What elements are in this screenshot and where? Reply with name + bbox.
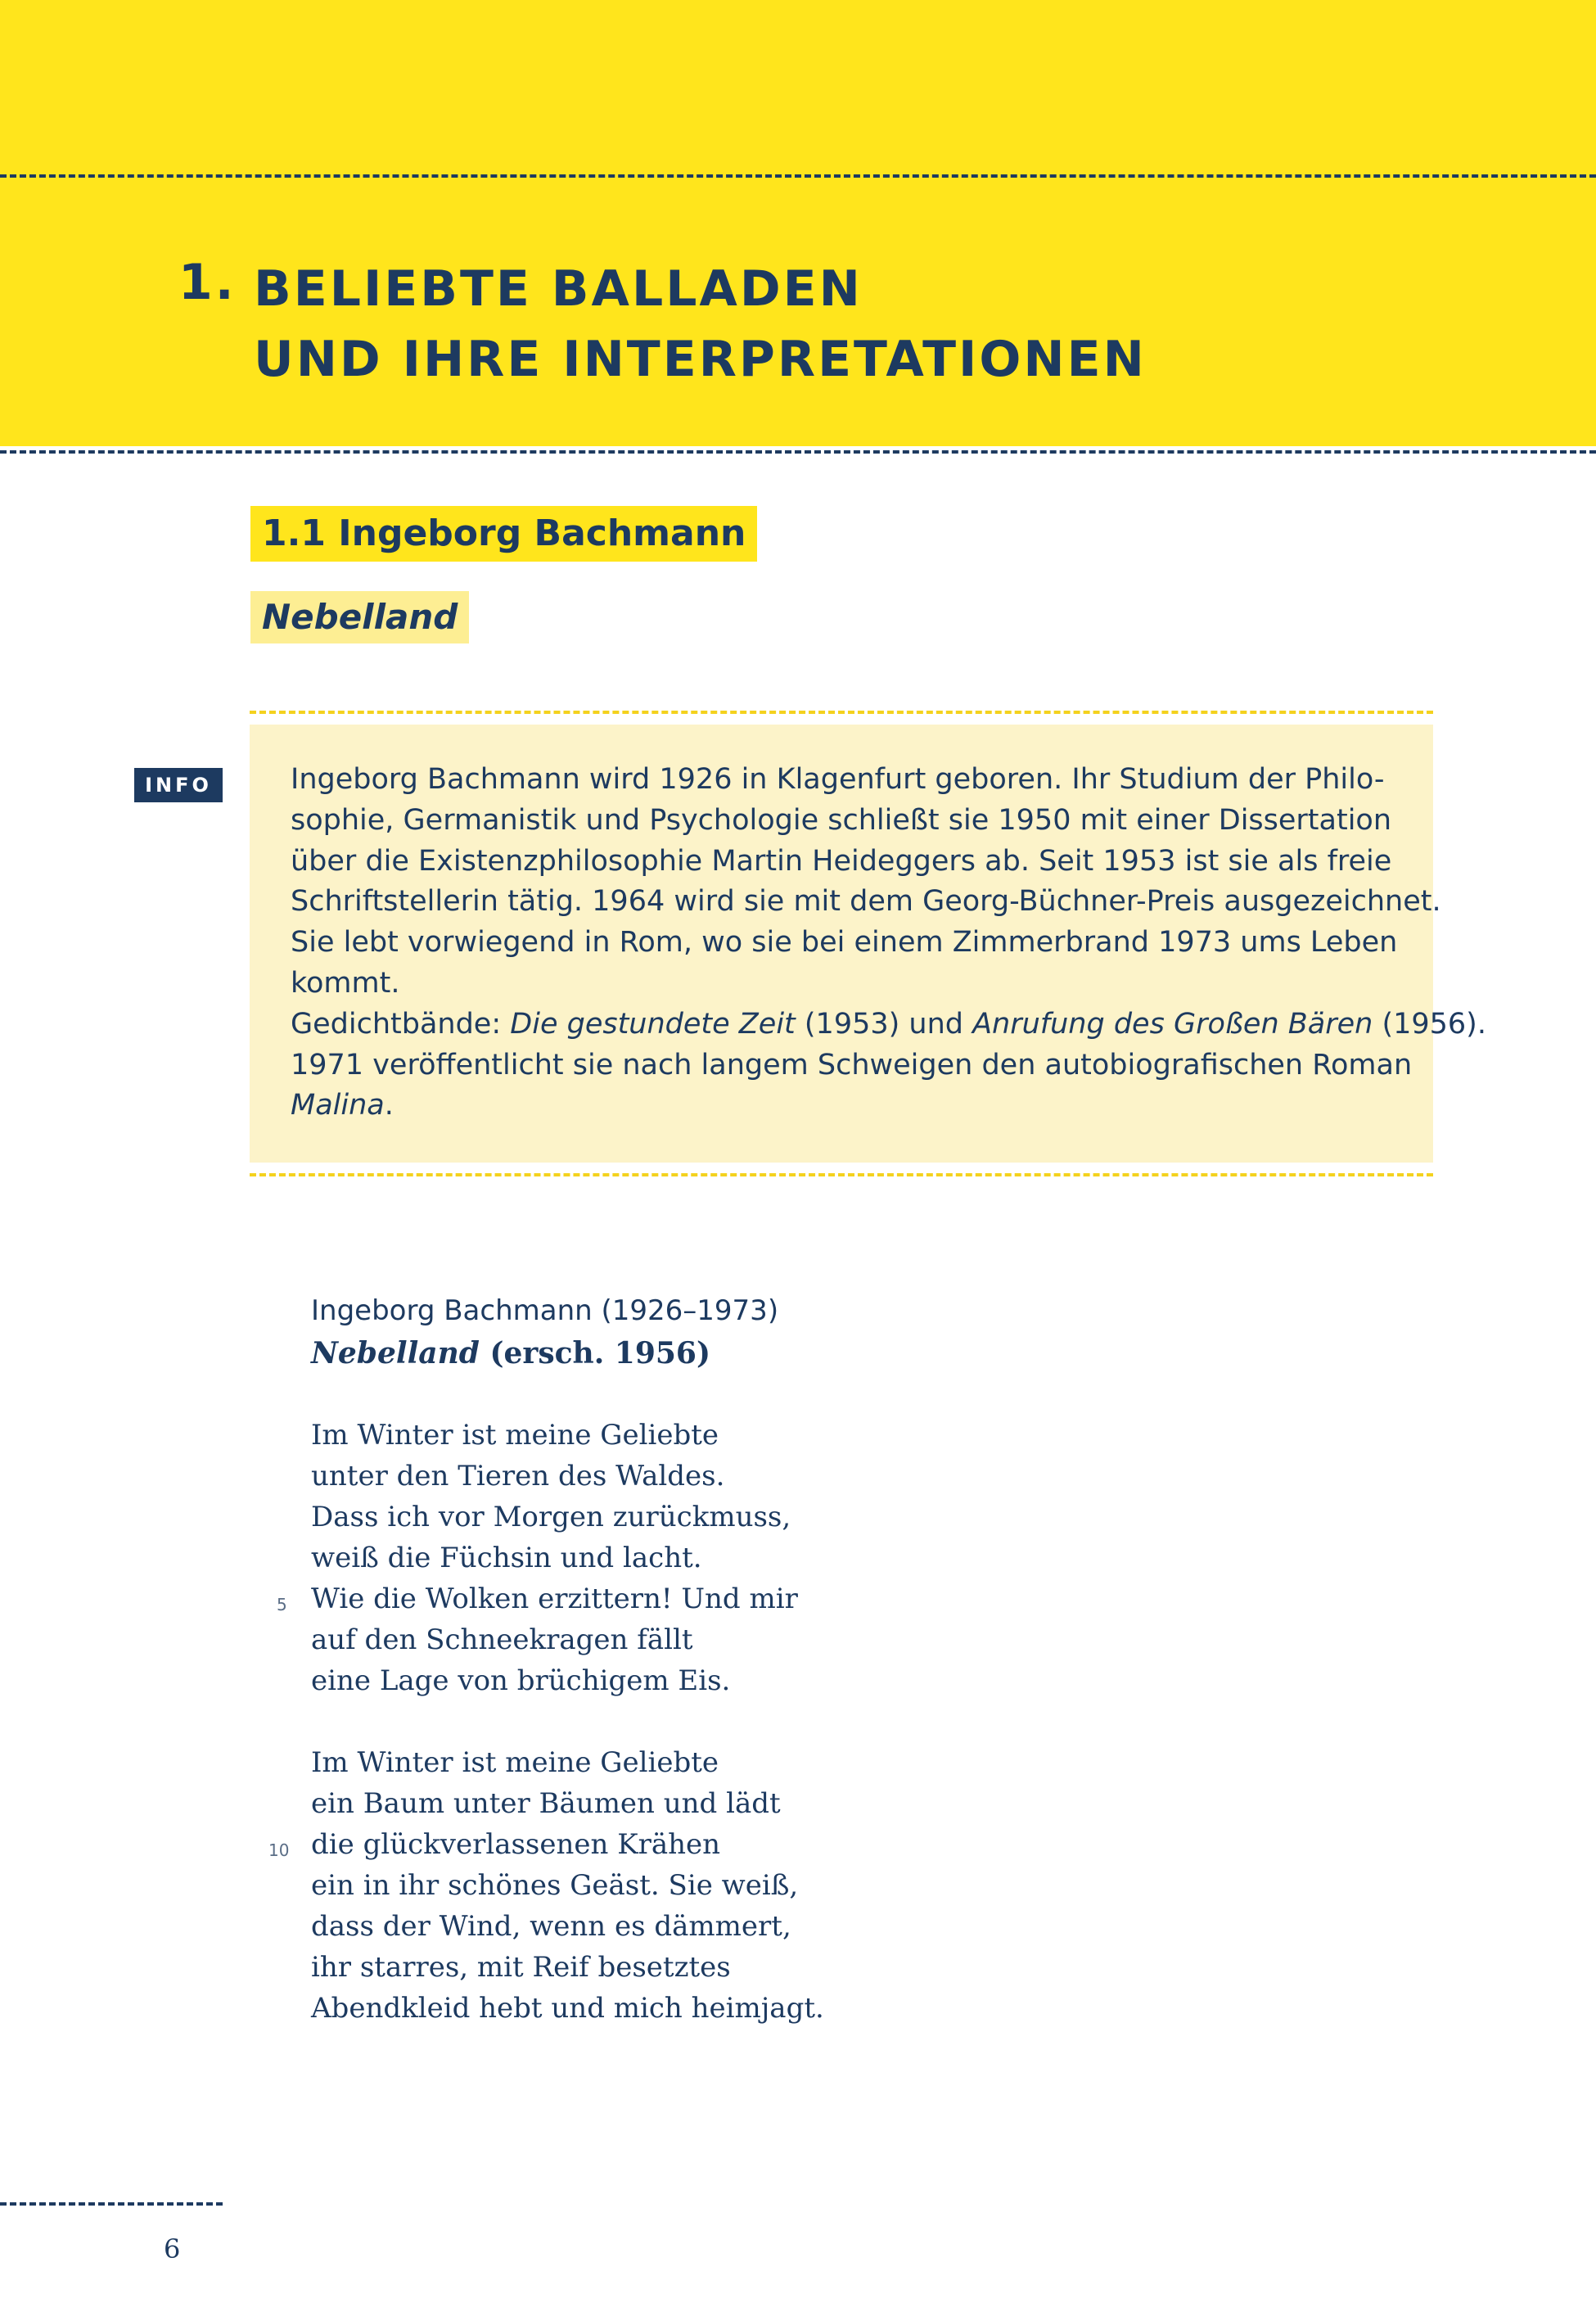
poem-verse: Im Winter ist meine Geliebte	[311, 1746, 719, 1779]
work-year: (1956).	[1373, 1007, 1486, 1041]
poem-verse: dass der Wind, wenn es dämmert,	[311, 1910, 791, 1943]
info-novel-line	[291, 1086, 1420, 1127]
info-line: Schriftstellerin tätig. 1964 wird sie mit dem Georg-Büchner-Preis ausgezeichnet.	[291, 885, 1441, 919]
poem-verse: Dass ich vor Morgen zurückmuss,	[311, 1501, 791, 1533]
info-box-dash-bottom	[250, 1173, 1433, 1176]
header-dash-divider-top	[0, 174, 1596, 178]
info-text	[291, 760, 1486, 1127]
poem-verse: ein in ihr schönes Geäst. Sie weiß,	[311, 1869, 799, 1902]
info-works-line	[291, 1005, 1486, 1045]
poem-verse: auf den Schneekragen fällt	[311, 1623, 693, 1656]
info-line: 1971 veröffentlicht sie nach langem Schweigen den autobiografischen Roman	[291, 1048, 1413, 1081]
poem-stanza	[311, 1742, 824, 2029]
line-number: 5	[277, 1595, 287, 1614]
line-number: 10	[268, 1840, 290, 1860]
novel-title: Malina	[291, 1089, 385, 1122]
poem-verse: weiß die Füchsin und lacht.	[311, 1542, 702, 1574]
poem-verse: ihr starres, mit Reif besetztes	[311, 1951, 731, 1984]
work-year: (1953) und	[795, 1007, 973, 1041]
header-dash-divider-bottom	[0, 450, 1596, 454]
chapter-title-line: UND IHRE INTERPRETATIONEN	[254, 331, 1147, 388]
poem-verse: Wie die Wolken erzittern! Und mir	[311, 1583, 798, 1615]
poem-verse: ein Baum unter Bäumen und lädt	[311, 1787, 781, 1820]
poem-title	[311, 1333, 710, 1374]
poem-author: Ingeborg Bachmann (1926–1973)	[311, 1294, 779, 1327]
chapter-number: 1.	[178, 254, 237, 311]
poem-title-suffix: (ersch. 1956)	[479, 1336, 711, 1370]
poem-verse: unter den Tieren des Waldes.	[311, 1460, 725, 1492]
poem-stanza	[311, 1415, 798, 1701]
work-title: Anrufung des Großen Bären	[972, 1007, 1373, 1041]
info-line: Ingeborg Bachmann wird 1926 in Klagenfurt geboren. Ihr Studium der Philo-	[291, 763, 1385, 796]
info-line: Sie lebt vorwiegend in Rom, wo sie bei einem Zimmerbrand 1973 ums Leben	[291, 926, 1398, 960]
novel-end: .	[384, 1089, 394, 1122]
poem-verse: Abendkleid hebt und mich heimjagt.	[311, 1992, 824, 2025]
works-prefix: Gedichtbände:	[291, 1007, 511, 1041]
info-line: kommt.	[291, 966, 400, 1000]
info-box-dash-top	[250, 711, 1433, 714]
page-number: 6	[164, 2233, 181, 2265]
work-title: Die gestundete Zeit	[510, 1007, 796, 1041]
poem-heading: Nebelland	[250, 591, 469, 643]
section-title: 1.1 Ingeborg Bachmann	[250, 506, 757, 562]
footer-dash-divider	[0, 2202, 223, 2206]
chapter-title	[254, 254, 1147, 395]
info-line: über die Existenzphilosophie Martin Heideggers ab. Seit 1953 ist sie als freie	[291, 844, 1392, 878]
poem-verse: Im Winter ist meine Geliebte	[311, 1419, 719, 1452]
poem-verse: eine Lage von brüchigem Eis.	[311, 1664, 731, 1697]
poem-verse: die glückverlassenen Krähen	[311, 1828, 721, 1861]
info-label: INFO	[134, 768, 223, 802]
chapter-title-line: BELIEBTE BALLADEN	[254, 260, 863, 318]
poem-title-name: Nebelland	[311, 1336, 480, 1370]
info-line: sophie, Germanistik und Psychologie schließt sie 1950 mit einer Dissertation	[291, 803, 1392, 837]
